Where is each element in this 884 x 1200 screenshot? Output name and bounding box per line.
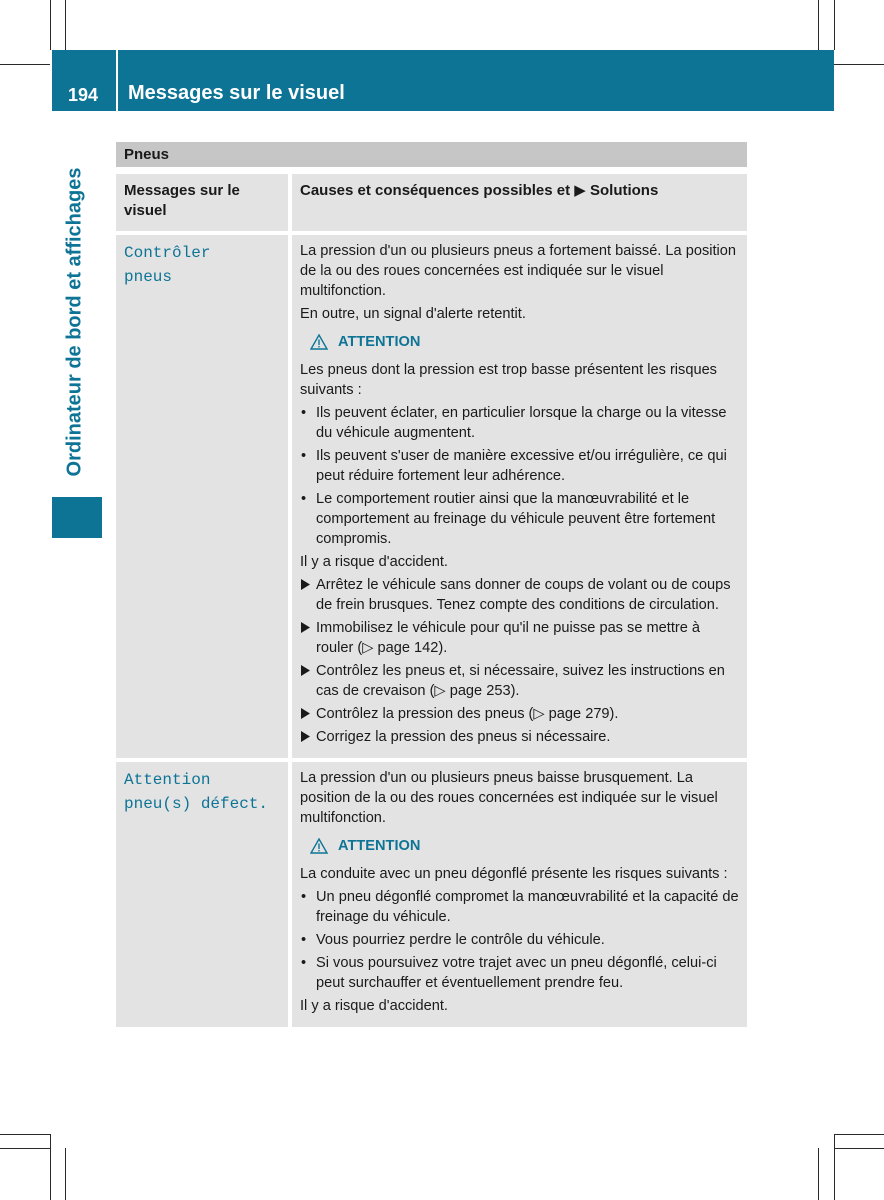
crop-mark [50, 1134, 51, 1200]
action-item: Contrôlez les pneus et, si nécessaire, suivez les instructions en cas de crevaison (▷ page 253). [300, 661, 741, 701]
display-message-line: Contrôler [124, 244, 211, 262]
cause-text: La pression d'un ou plusieurs pneus a fortement baissé. La position de la ou des roues concernées est indiquée sur le visuel multifonction. [300, 243, 737, 299]
display-message-line: pneu(s) défect. [124, 795, 269, 813]
action-arrow-icon [301, 622, 310, 633]
cause-text: En outre, un signal d'alerte retentit. [300, 306, 526, 322]
warning-triangle-icon [310, 334, 328, 350]
list-item: • Vous pourriez perdre le contrôle du véhicule. [301, 932, 605, 948]
crop-mark [0, 1148, 50, 1149]
action-arrow-icon [301, 731, 310, 742]
risk-text: Il y a risque d'accident. [300, 554, 448, 570]
crop-mark [834, 1134, 835, 1200]
header-divider [116, 50, 118, 111]
warning-label: ATTENTION [338, 334, 421, 350]
crop-mark [818, 1148, 819, 1200]
col-header-causes: Causes et conséquences possibles et ▶ Solutions [292, 174, 747, 231]
page-number: 194 [67, 85, 99, 105]
side-tab-marker [52, 497, 102, 538]
list-item: • Un pneu dégonflé compromet la manœuvrabilité et la capacité de freinage du véhicule. [301, 889, 739, 925]
crop-mark [834, 0, 835, 50]
causes-cell [292, 235, 747, 758]
display-message-line: Attention [124, 771, 211, 789]
table-row [116, 235, 747, 758]
crop-mark [50, 0, 51, 50]
page-title: Messages sur le visuel [128, 82, 345, 104]
action-item: Contrôlez la pression des pneus (▷ page 279). [300, 704, 741, 724]
table-row [116, 762, 747, 1027]
messages-table [116, 142, 747, 1027]
action-arrow-icon [301, 579, 310, 590]
crop-mark [65, 0, 66, 50]
side-chapter-label: Ordinateur de bord et affichages [63, 167, 86, 477]
risk-text: Il y a risque d'accident. [300, 998, 448, 1014]
warning-text: Les pneus dont la pression est trop basse présentent les risques suivants : [300, 362, 717, 398]
action-arrow-icon [301, 665, 310, 676]
crop-mark [818, 0, 819, 50]
action-item: Immobilisez le véhicule pour qu'il ne puisse pas se mettre à rouler (▷ page 142). [300, 618, 741, 658]
crop-mark [0, 1134, 50, 1135]
message-cell [116, 762, 288, 1027]
crop-mark [65, 1148, 66, 1200]
causes-cell [292, 762, 747, 1027]
warning-label: ATTENTION [338, 838, 421, 854]
warning-triangle-icon [310, 838, 328, 854]
crop-mark [834, 1134, 884, 1135]
cause-text: La pression d'un ou plusieurs pneus baisse brusquement. La position de la ou des roues concernées est indiquée sur le visuel multifonction. [300, 770, 718, 826]
list-item: • Ils peuvent éclater, en particulier lorsque la charge ou la vitesse du véhicule augmentent. [301, 405, 727, 441]
warning-heading [310, 835, 741, 857]
list-item: • Ils peuvent s'user de manière excessive et/ou irrégulière, ce qui peut réduire fortement leur adhérence. [301, 448, 727, 484]
action-item: Arrêtez le véhicule sans donner de coups de volant ou de coups de frein brusques. Tenez compte des conditions de circulation. [300, 575, 741, 615]
section-heading: Pneus [116, 142, 747, 167]
action-item: Corrigez la pression des pneus si nécessaire. [300, 727, 741, 747]
list-item: • Le comportement routier ainsi que la manœuvrabilité et le comportement au freinage du véhicule peuvent être fortement compromis. [301, 491, 716, 547]
crop-mark [0, 64, 50, 65]
crop-mark [834, 1148, 884, 1149]
warning-heading [310, 331, 741, 353]
col-header-messages: Messages sur le visuel [116, 174, 288, 231]
list-item: • Si vous poursuivez votre trajet avec un pneu dégonflé, celui-ci peut surchauffer et éventuellement prendre feu. [301, 955, 717, 991]
display-message-line: pneus [124, 268, 173, 286]
crop-mark [834, 64, 884, 65]
action-arrow-icon [301, 708, 310, 719]
message-cell [116, 235, 288, 758]
warning-text: La conduite avec un pneu dégonflé présente les risques suivants : [300, 866, 728, 882]
table-header-row [116, 174, 747, 231]
